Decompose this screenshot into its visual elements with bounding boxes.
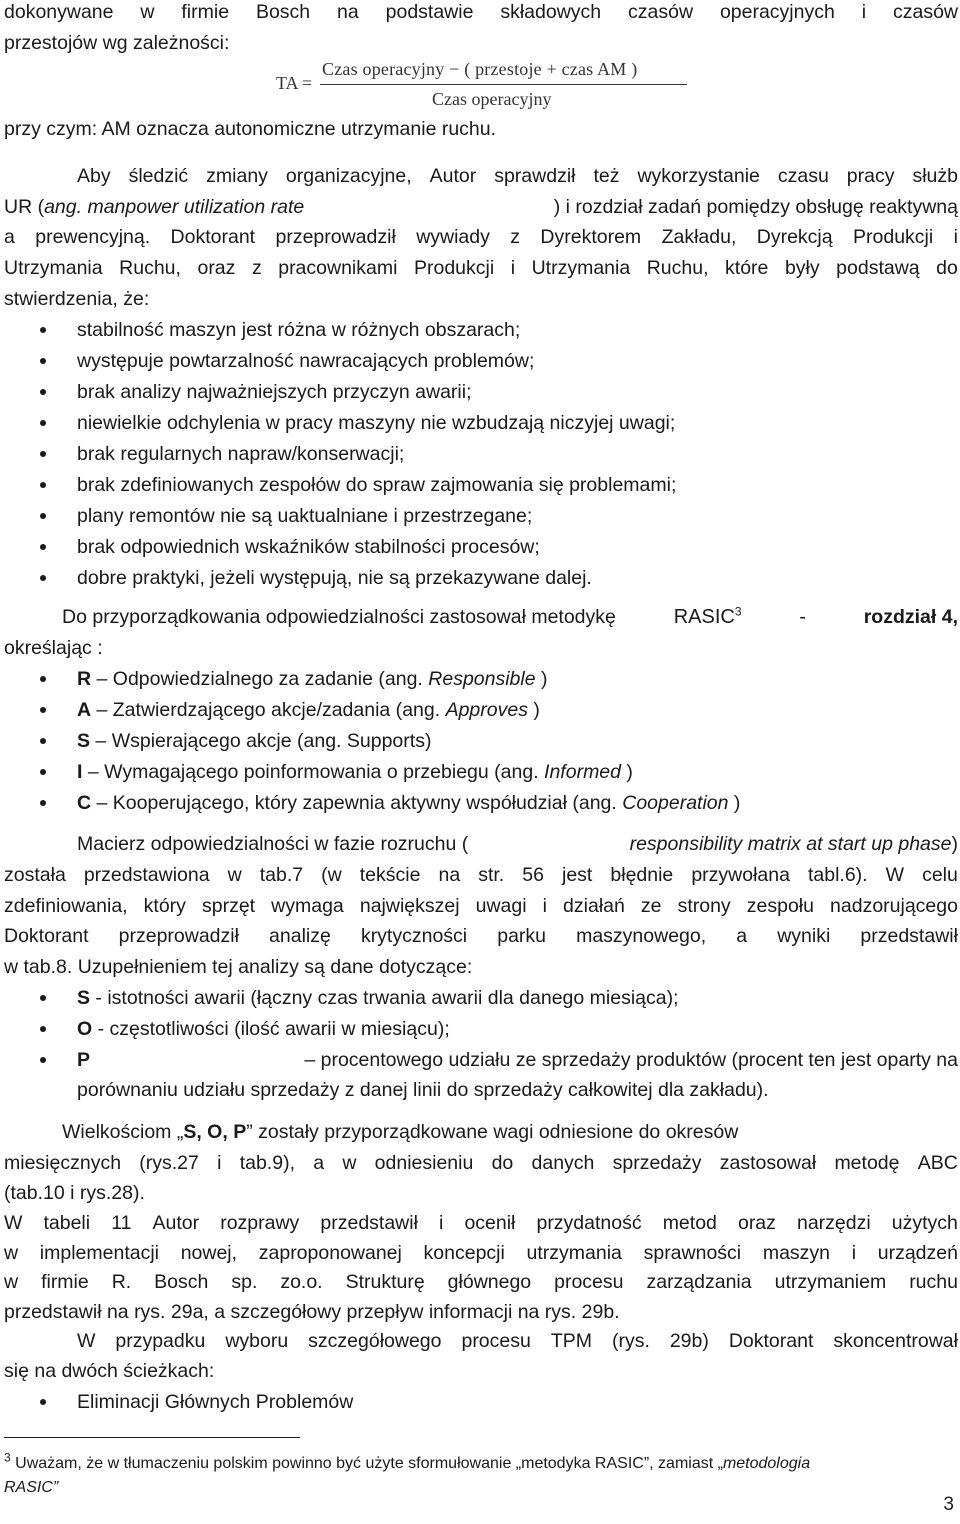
word: do (936, 257, 958, 279)
word: wykorzystanie (637, 165, 760, 187)
role-term: Approves (445, 699, 528, 721)
list-item: występuje powtarzalność nawracających problemów; (77, 350, 535, 372)
word: w (4, 1242, 19, 1264)
word: metod (662, 1212, 717, 1234)
word: utrzymaniem (774, 1271, 887, 1293)
word: przywołana (691, 864, 790, 886)
word: ze (640, 895, 662, 917)
text-span: – Kooperującego, który zapewnia aktywny współudział ( (91, 792, 579, 814)
word: zarządzania (646, 1271, 752, 1293)
bold-reference: rozdział 4, (863, 606, 958, 628)
text-span: ) (728, 792, 741, 814)
text-line: przedstawił na rys. 29a, a szczegółowy przepływ informacji na rys. 29b. (4, 1301, 620, 1323)
text-line (4, 894, 958, 918)
justified-text (62, 1120, 958, 1144)
word: też (593, 165, 620, 187)
text-span: - (799, 606, 806, 628)
word: Bosch (154, 1271, 209, 1293)
factor-letter: P (77, 1049, 91, 1071)
bold-factors: S, O, P (183, 1121, 247, 1143)
word: przypadku (115, 1330, 206, 1352)
list-item (77, 986, 679, 1010)
bullet-icon (40, 327, 46, 333)
text-line (4, 863, 958, 887)
word: Aby (77, 165, 111, 187)
text-line (77, 164, 958, 188)
justified-text (77, 1329, 958, 1353)
word: przedstawił (320, 1212, 418, 1234)
list-item (77, 1048, 958, 1072)
text-span: UR ( (4, 196, 45, 218)
word: były (784, 257, 820, 279)
word: koncepcji (423, 1242, 505, 1264)
text-span (4, 195, 304, 219)
text-line (4, 225, 958, 249)
word: służb (912, 165, 958, 187)
justified-text (4, 1211, 958, 1235)
word: Doktorant (170, 226, 256, 248)
text-span: – Zatwierdzającego akcje/zadania ( (91, 699, 403, 721)
text-line (4, 0, 958, 24)
text-line (77, 1329, 958, 1353)
text-span: – Wspierającego akcje (ang. Supports) (90, 730, 432, 752)
word: Autor (152, 1212, 200, 1234)
text-line (4, 195, 958, 219)
word: wywiady (416, 226, 490, 248)
word: analizę (269, 925, 331, 947)
word: zmiany (206, 165, 268, 187)
text-line (4, 1270, 958, 1294)
word: przedstawiona (83, 864, 210, 886)
text-span: ” zostały przyporządkowane wagi odniesione do okresów (246, 1121, 739, 1143)
bullet-icon (40, 707, 46, 713)
text-line: w tab.8. Uzupełnieniem tej analizy są dane dotyczące: (4, 956, 473, 978)
word: ruchu (909, 1271, 958, 1293)
list-item: dobre praktyki, jeżeli występują, nie są przekazywane dalej. (77, 567, 592, 589)
justified-text (4, 894, 958, 918)
word: największej (359, 895, 460, 917)
word: (rys.27 (139, 1152, 199, 1174)
list-item (77, 667, 548, 691)
word: wyboru (225, 1330, 289, 1352)
word: tekście (359, 864, 421, 886)
text-line: przy czym: AM oznacza autonomiczne utrzymanie ruchu. (4, 118, 497, 140)
word: przydatność (536, 1212, 642, 1234)
word: W (885, 864, 905, 886)
bullet-icon (40, 482, 46, 488)
word: zdefiniowania, (4, 895, 128, 917)
word: Strukturę (345, 1271, 425, 1293)
page-number: 3 (943, 1494, 954, 1515)
word: R. (111, 1271, 132, 1293)
formula-numerator: Czas operacyjny − ( przestoje + czas AM ) (322, 59, 638, 79)
word: wymaga (271, 895, 344, 917)
word: pracownikami (278, 257, 398, 279)
text-line (62, 1120, 958, 1144)
word: który (143, 895, 186, 917)
word: czasów (628, 1, 694, 23)
role-letter: C (77, 792, 92, 814)
word: i (217, 1152, 222, 1174)
footnote-number: 3 (4, 1450, 11, 1465)
word: jest (562, 864, 593, 886)
justified-text (62, 605, 958, 629)
word: implementacji (39, 1242, 159, 1264)
word: strony (677, 895, 731, 917)
word: (w (321, 864, 342, 886)
text-span: - częstotliwości (ilość awarii w miesiącu); (92, 1018, 450, 1040)
justified-text (4, 195, 958, 219)
bullet-icon (40, 1026, 46, 1032)
word: (rys. (611, 1330, 650, 1352)
word: Dyrekcją (756, 226, 833, 248)
text-line: przestojów wg zależności: (4, 32, 230, 54)
word: a (313, 1152, 325, 1174)
word: Bosch (255, 1, 311, 23)
text-span: – Odpowiedzialnego za zadanie ( (91, 668, 385, 690)
text-span: . (533, 761, 545, 783)
word: a (736, 925, 748, 947)
justified-text (77, 1048, 958, 1072)
word: sprawdził (494, 165, 576, 187)
word: zastosował (719, 1152, 817, 1174)
word: skoncentrował (833, 1330, 958, 1352)
word: Zakładu, (661, 226, 737, 248)
word: danych (531, 1152, 595, 1174)
word: maszynowego, (576, 925, 707, 947)
word: 29b) (669, 1330, 709, 1352)
word: tabeli (43, 1212, 91, 1234)
text-span: . (434, 699, 446, 721)
word: głównego (447, 1271, 532, 1293)
word: ocenił (464, 1212, 516, 1234)
word: organizacyjne, (285, 165, 412, 187)
word: składowych (500, 1, 602, 23)
text-span: ) (951, 833, 958, 855)
word: i (510, 257, 516, 279)
word: narzędzi (796, 1212, 871, 1234)
word: tab.9), (239, 1152, 295, 1174)
text-span: ang (384, 668, 418, 690)
justified-text (77, 832, 958, 856)
bullet-icon (40, 389, 46, 395)
list-item: plany remontów nie są uaktualniane i przestrzegane; (77, 505, 533, 527)
word: W (77, 1330, 96, 1352)
list-item (77, 729, 431, 753)
word: w (227, 864, 242, 886)
word: dokonywane (4, 1, 114, 23)
text-span: ) (527, 699, 540, 721)
text-span: . (611, 792, 623, 814)
word: do (491, 1152, 514, 1174)
word: nadzorującego (830, 895, 958, 917)
word: na (337, 1, 359, 23)
word: oraz (737, 1212, 776, 1234)
bullet-icon (40, 358, 46, 364)
text-span: ang (500, 761, 534, 783)
text-line: określając : (4, 637, 103, 659)
formula-lhs: TA = (276, 73, 313, 93)
list-item: Eliminacji Głównych Problemów (77, 1391, 354, 1413)
word: przeprowadził (275, 226, 396, 248)
text-span: . (417, 668, 429, 690)
word: w (4, 1271, 19, 1293)
role-letter: R (77, 668, 92, 690)
word: wyniki (777, 925, 831, 947)
text-span: ) (621, 761, 633, 783)
justified-text (4, 1270, 958, 1294)
word: operacyjnych (719, 1, 835, 23)
formula-denominator: Czas operacyjny (432, 89, 552, 109)
italic-term: ang. manpower utilization rate (44, 196, 305, 218)
word: z (510, 226, 521, 248)
justified-text (4, 225, 958, 249)
list-item (77, 760, 633, 784)
footnote-rule (4, 1437, 300, 1438)
word: i (953, 226, 958, 248)
bullet-icon (40, 1057, 46, 1063)
word: tabl.6). (807, 864, 868, 886)
word: została (4, 864, 66, 886)
word: sprzedaży (612, 1152, 702, 1174)
role-letter: I (77, 761, 83, 783)
justified-text (77, 164, 958, 188)
word: czasu (777, 165, 829, 187)
text-span: ) i rozdział zadań pomiędzy obsługę reaktywną (553, 196, 958, 218)
word: procesu (554, 1271, 624, 1293)
word: TPM (550, 1330, 592, 1352)
word: użytych (891, 1212, 958, 1234)
list-item (77, 791, 740, 815)
bullet-icon (40, 1399, 46, 1405)
word: pracy (846, 165, 895, 187)
list-item-continuation: porównaniu udziału sprzedaży z danej linii do sprzedaży całkowitej dla zakładu). (77, 1079, 769, 1101)
text-span: Macierz odpowiedzialności w fazie rozruchu ( (77, 833, 469, 855)
word: ABC (917, 1152, 958, 1174)
text-span (674, 605, 742, 629)
footnote-marker: 3 (734, 604, 742, 619)
word: rozprawy (220, 1212, 300, 1234)
list-item: brak zdefiniowanych zespołów do spraw zajmowania się problemami; (77, 474, 677, 496)
word: sprzęt (201, 895, 256, 917)
text-line: (tab.10 i rys.28). (4, 1182, 145, 1204)
word: prewencyjną. (35, 226, 151, 248)
word: które (725, 257, 769, 279)
word: i (851, 1242, 857, 1264)
factor-letter: S (77, 987, 91, 1009)
word: oraz (197, 257, 236, 279)
word: str. (478, 864, 505, 886)
list-item (77, 1017, 450, 1041)
text-span: ang (402, 699, 435, 721)
word: uwagi (475, 895, 527, 917)
list-item: stabilność maszyn jest różna w różnych obszarach; (77, 319, 521, 341)
word: zo.o. (280, 1271, 323, 1293)
text-line (4, 1151, 958, 1175)
list-item: brak regularnych napraw/konserwacji; (77, 443, 405, 465)
text-span: - istotności awarii (łączny czas trwania awarii dla danego miesiąca); (90, 987, 679, 1009)
text-line: się na dwóch ścieżkach: (4, 1360, 215, 1382)
footnote-continuation (4, 1476, 58, 1500)
text-span: Do przyporządkowania odpowiedzialności zastosował metodykę (62, 606, 616, 628)
text-line (4, 924, 958, 948)
factor-letter: O (77, 1018, 93, 1040)
justified-text (4, 256, 958, 280)
word: Utrzymania (4, 257, 103, 279)
word: urządzeń (877, 1242, 958, 1264)
italic-term: metodologia (722, 1455, 811, 1472)
word: maszyn (762, 1242, 831, 1264)
word: czasów (892, 1, 958, 23)
word: firmie (41, 1271, 89, 1293)
bullet-icon (40, 769, 46, 775)
justified-text (4, 1241, 958, 1265)
bullet-icon (40, 575, 46, 581)
bullet-icon (40, 513, 46, 519)
word: procesu (461, 1330, 531, 1352)
text-span: Wielkościom „ (62, 1121, 184, 1143)
word: 56 (522, 864, 544, 886)
footnote (4, 1452, 810, 1476)
bullet-icon (40, 544, 46, 550)
word: miesięcznych (4, 1152, 122, 1174)
word: sp. (231, 1271, 258, 1293)
word: Doktorant (728, 1330, 814, 1352)
list-item: brak odpowiednich wskaźników stabilności procesów; (77, 536, 540, 558)
word: zaproponowanej (258, 1242, 402, 1264)
word: Dyrektorem (540, 226, 642, 248)
word: sprawności (643, 1242, 742, 1264)
word: Ruchu, (119, 257, 181, 279)
text-span (62, 1120, 738, 1144)
list-item (77, 698, 540, 722)
justified-text (4, 0, 958, 24)
word: celu (922, 864, 958, 886)
word: błędnie (610, 864, 674, 886)
text-span: – procentowego udziału ze sprzedaży produktów (procent ten jest oparty na (304, 1049, 958, 1071)
word: parku (497, 925, 546, 947)
word: Produkcji (853, 226, 934, 248)
bullet-icon (40, 451, 46, 457)
italic-term: RASIC” (4, 1479, 59, 1496)
word: nowej, (180, 1242, 238, 1264)
word: tab.7 (259, 864, 304, 886)
bullet-icon (40, 676, 46, 682)
text-line (4, 256, 958, 280)
word: na (438, 864, 461, 886)
word: podstawie (385, 1, 474, 23)
word: Produkcji (413, 257, 495, 279)
justified-text (4, 924, 958, 948)
word: krytyczności (360, 925, 468, 947)
word: z (251, 257, 262, 279)
word: śledzić (128, 165, 189, 187)
text-line: stwierdzenia, że: (4, 288, 150, 310)
word: w (342, 1152, 357, 1174)
text-line (4, 1241, 958, 1265)
word: podstawą (836, 257, 920, 279)
word: Autor (429, 165, 477, 187)
word: przedstawił (860, 925, 958, 947)
word: Utrzymania (531, 257, 631, 279)
word: firmie (181, 1, 230, 23)
role-term: Responsible (428, 668, 536, 690)
word: 11 (111, 1212, 132, 1234)
word: przeprowadził (118, 925, 239, 947)
justified-text (4, 1151, 958, 1175)
bullet-icon (40, 800, 46, 806)
bullet-icon (40, 995, 46, 1001)
word: metodę (834, 1152, 900, 1174)
text-line (77, 832, 958, 856)
text-line (62, 605, 958, 629)
word: zespołu (746, 895, 814, 917)
word: i (439, 1212, 444, 1234)
text-span: ang (578, 792, 612, 814)
list-item: niewielkie odchylenia w pracy maszyny nie wzbudzają niczyjej uwagi; (77, 412, 676, 434)
word: szczegółowego (308, 1330, 442, 1352)
text-line (4, 1211, 958, 1235)
role-term: Informed (544, 761, 621, 783)
role-term: Cooperation (622, 792, 729, 814)
text-span: Uważam, że w tłumaczeniu polskim powinno być użyte sformułowanie „metodyka RASIC”, zamiast „ (10, 1455, 723, 1472)
rasic-term: RASIC (673, 606, 735, 628)
text-span (630, 832, 958, 856)
word: Ruchu, (646, 257, 709, 279)
word: działań (563, 895, 625, 917)
italic-term: responsibility matrix at start up phase (629, 833, 952, 855)
word: odniesieniu (374, 1152, 474, 1174)
bullet-icon (40, 420, 46, 426)
role-letter: S (77, 730, 91, 752)
word: utrzymania (526, 1242, 622, 1264)
word: w (140, 1, 155, 23)
list-item: brak analizy najważniejszych przyczyn awarii; (77, 381, 472, 403)
word: a (4, 226, 15, 248)
role-letter: A (77, 699, 92, 721)
word: W (4, 1212, 23, 1234)
word: i (861, 1, 867, 23)
fraction-bar (320, 84, 687, 85)
text-span: ) (535, 668, 548, 690)
text-span: – Wymagającego poinformowania o przebiegu ( (82, 761, 501, 783)
word: Doktorant (4, 925, 89, 947)
word: i (542, 895, 547, 917)
bullet-icon (40, 738, 46, 744)
justified-text (4, 863, 958, 887)
